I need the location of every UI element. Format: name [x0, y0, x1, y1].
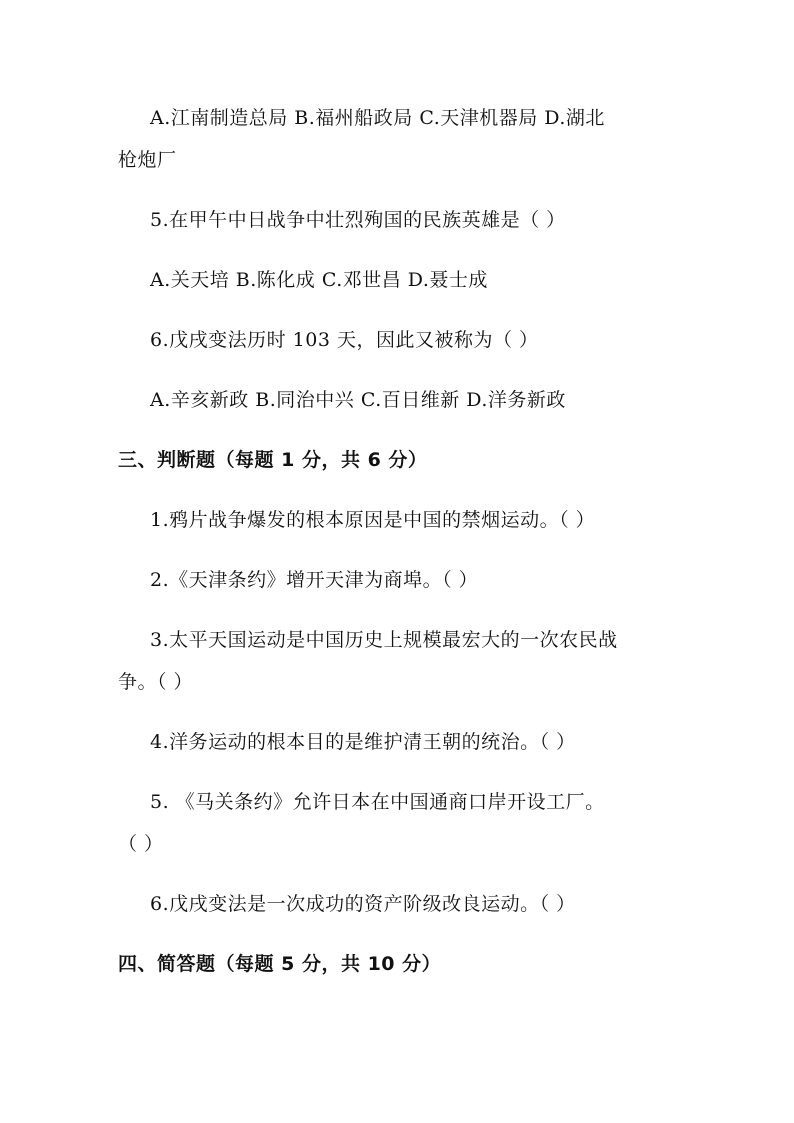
tf-q6: 6.戊戌变法是一次成功的资产阶级改良运动。（ ）: [150, 893, 576, 915]
q6-options: A.辛亥新政 B.同治中兴 C.百日维新 D.洋务新政: [150, 389, 566, 411]
tf-q5-line1: 5. 《马关条约》允许日本在中国通商口岸开设工厂。: [150, 791, 605, 813]
q4-options-line1: A.江南制造总局 B.福州船政局 C.天津机器局 D.湖北: [150, 107, 605, 129]
tf-q3-line1: 3.太平天国运动是中国历史上规模最宏大的一次农民战: [150, 629, 618, 651]
section4-heading: 四、简答题（每题 5 分，共 10 分）: [118, 953, 442, 975]
q5-options: A.关天培 B.陈化成 C.邓世昌 D.聂士成: [150, 269, 488, 291]
tf-q4: 4.洋务运动的根本目的是维护清王朝的统治。（ ）: [150, 731, 576, 753]
tf-q3-line2: 争。（ ）: [118, 671, 194, 693]
section3-heading: 三、判断题（每题 1 分，共 6 分）: [118, 449, 428, 471]
tf-q5-line2: （ ）: [118, 833, 164, 855]
q5-question: 5.在甲午中日战争中壮烈殉国的民族英雄是（ ）: [150, 209, 566, 231]
tf-q1: 1.鸦片战争爆发的根本原因是中国的禁烟运动。（ ）: [150, 509, 596, 531]
tf-q2: 2.《天津条约》增开天津为商埠。（ ）: [150, 569, 479, 591]
q4-options-line2: 枪炮厂: [118, 149, 177, 171]
q6-question: 6.戊戌变法历时 103 天，因此又被称为（ ）: [150, 329, 539, 351]
